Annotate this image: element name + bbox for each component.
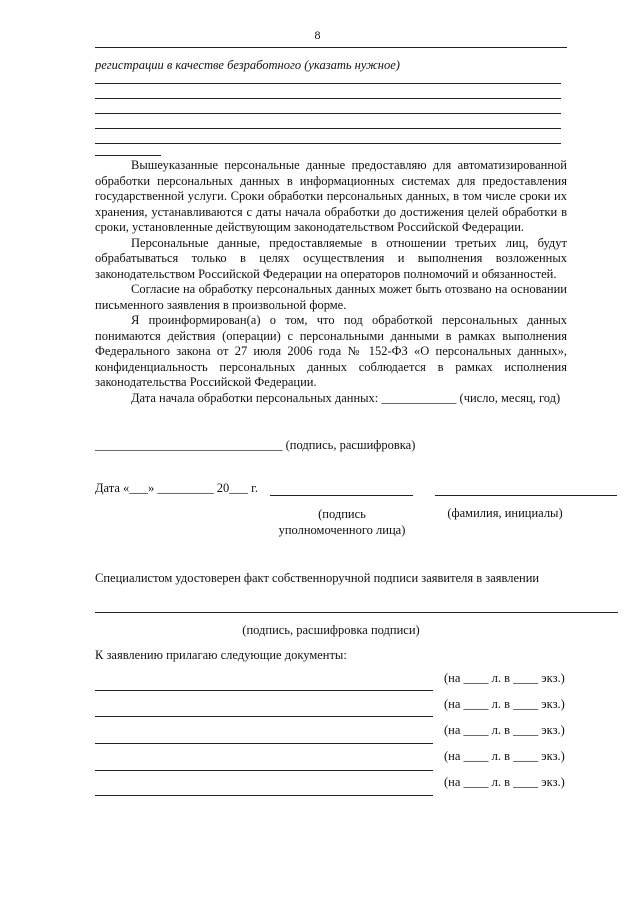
attachment-line-3[interactable]: [95, 743, 433, 744]
consent-text-block: [95, 158, 567, 406]
blank-line-5[interactable]: [95, 143, 561, 144]
attachment-line-1[interactable]: [95, 690, 433, 691]
paragraph-start-date: Дата начала обработки персональных данных: ____________ (число, месяц, год): [131, 390, 561, 405]
blank-line-2[interactable]: [95, 98, 561, 99]
top-rule: [95, 47, 567, 48]
specialist-statement: Специалистом удостоверен факт собственноручной подписи заявителя в заявлении: [95, 571, 540, 585]
attachment-line-2[interactable]: [95, 716, 433, 717]
authorized-caption-line-2: уполномоченного лица): [278, 523, 406, 537]
name-caption: (фамилия, инициалы): [447, 506, 563, 520]
applicant-signature-line[interactable]: ______________________________ (подпись, расшифровка): [95, 438, 416, 452]
paragraph-third-parties: Персональные данные, предоставляемые в отношении третьих лиц, будут обрабатываться только в целях осуществления и выполнения возложенных законодательством Российской Федерации на операторов полномочий и обязанностей.: [95, 235, 567, 281]
blank-line-1[interactable]: [95, 83, 561, 84]
attachment-count-5: (на ____ л. в ____ экз.): [444, 775, 565, 789]
blank-line-4[interactable]: [95, 128, 561, 129]
specialist-signature-line[interactable]: [95, 612, 618, 613]
paragraph-processing: Вышеуказанные персональные данные предоставляю для автоматизированной обработки персональных данных в информационных системах для предоставления государственной услуги. Сроки обработки персональных данных, в том числе сроки их хранения, устанавливаются с даты начала обработки до достижения целей обработки в сроки, установленные действующим законодательством Российской Федерации.: [95, 158, 567, 234]
attachment-line-5[interactable]: [95, 795, 433, 796]
short-rule: [95, 155, 161, 156]
paragraph-revocation: Согласие на обработку персональных данных может быть отозвано на основании письменного заявления в произвольной форме.: [95, 282, 567, 312]
attachment-count-4: (на ____ л. в ____ экз.): [444, 749, 565, 763]
blank-line-3[interactable]: [95, 113, 561, 114]
page-number: 8: [314, 28, 321, 42]
specialist-caption: (подпись, расшифровка подписи): [242, 623, 420, 637]
attachment-line-4[interactable]: [95, 770, 433, 771]
name-initials-line[interactable]: [435, 495, 617, 496]
date-field[interactable]: Дата «___» _________ 20___ г.: [95, 481, 259, 495]
attachment-count-3: (на ____ л. в ____ экз.): [444, 723, 565, 737]
unemployed-registration-label: регистрации в качестве безработного (указать нужное): [95, 58, 400, 72]
attachments-heading: К заявлению прилагаю следующие документы:: [95, 648, 347, 662]
attachment-count-1: (на ____ л. в ____ экз.): [444, 671, 565, 685]
authorized-caption: [262, 506, 422, 538]
attachment-count-2: (на ____ л. в ____ экз.): [444, 697, 565, 711]
paragraph-informed: Я проинформирован(а) о том, что под обработкой персональных данных понимаются действия (операции) с персональными данными в рамках выполнения Федерального закона от 27 июля 2006 года № 152-ФЗ «О персональных данных», конфиденциальность персональных данных соблюдается в рамках исполнения законодательства Российской Федерации.: [95, 313, 567, 389]
authorized-caption-line-1: (подпись: [318, 507, 366, 521]
authorized-signature-line[interactable]: [270, 495, 413, 496]
